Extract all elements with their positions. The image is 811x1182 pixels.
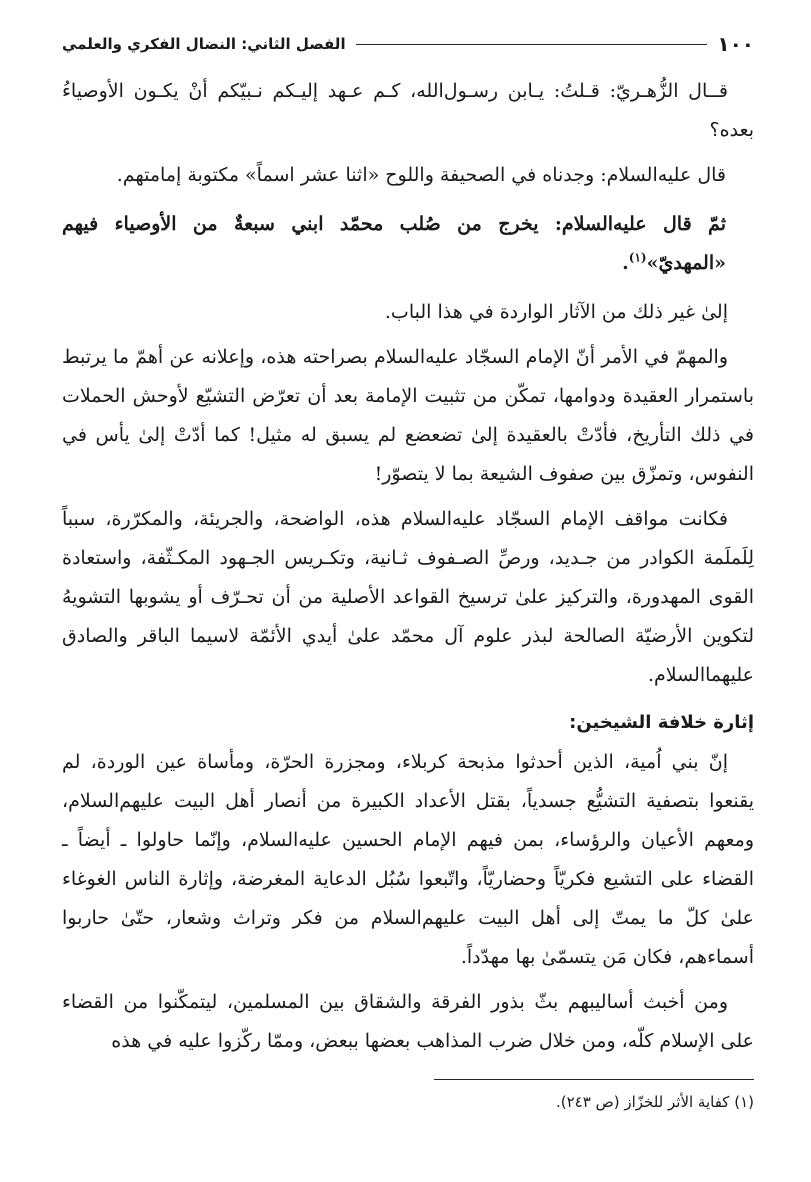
paragraph-other-narrations: إلىٰ غير ذلك من الآثار الواردة في هذا الباب. — [384, 301, 728, 323]
paragraph-bani-umayya: إنّ بني اُمية، الذين أحدثوا مذبحة كربلاء، ومجزرة الحرّة، ومأساة عين الوردة، لم يقنعوا بتصفية التشيُّع جسدياً، بقتل الأعداد الكبيرة من أنصار أهل البيت عليهم‌السلام، ومعهم الأعيان والرؤساء، بمن فيهم الإمام الحسين عليه‌السلام، وإنّما حاولوا ـ أيضاً ـ القضاء على التشيع فكريّاً وحضاريّاً، واتّبعوا سُبُل الدعاية المغرضة، وإثارة الناس الغوغاء علىٰ كلّ ما يمتّ إلى أهل البيت عليهم‌السلام من فكر وتراث وشعار، حتّىٰ حاربوا أسماءهم، فكان مَن يتسمّىٰ بها مهدّداً. — [62, 751, 754, 968]
footnote-reference[interactable]: (١) — [628, 250, 647, 265]
quote-seven-successors-text: ثمّ قال عليه‌السلام: يخرج من صُلب محمّد ابني سبعةٌ من الأوصياء فيهم «المهديّ» — [62, 213, 726, 274]
book-page — [62, 24, 754, 1114]
header-rule — [356, 44, 708, 45]
main-text — [62, 72, 754, 1061]
section-heading: إثارة خلافة الشيخين: — [569, 712, 754, 733]
chapter-title: الفصل الثاني: النضال الفكري والعلمي — [62, 35, 346, 53]
quote-end-mark: . — [622, 252, 629, 274]
footnote-separator — [434, 1079, 754, 1080]
page-number: ١٠٠ — [717, 32, 754, 56]
paragraph-division: ومن أخبث أساليبهم بثّ بذور الفرقة والشقاق بين المسلمين، ليتمكّنوا من القضاء على الإسلام كلّه، ومن خلال ضرب المذاهب بعضها ببعض، وممّا ركّزوا عليه في هذه — [62, 991, 754, 1052]
paragraph-positions: فكانت مواقف الإمام السجّاد عليه‌السلام هذه، الواضحة، والجريئة، والمكرّرة، سبباً لِلَملَمة الكوادر من جـديد، ورصِّ الصـفوف ثـانية، وتكـريس الجـهود المكـثّفة، واستعادة القوى المهدورة، والتركيز علىٰ ترسيخ القواعد الأصلية من أن تحـرّف أو يشوبها التشويهُ لتكوين الأرضيّة الصالحة لبذر علوم آل محمّد علىٰ أيدي الأئمّة لاسيما الباقر والصادق عليهما‌السلام. — [62, 508, 754, 686]
running-header — [62, 24, 754, 64]
paragraph-zuhri-question: قــال الزُّهـريّ: قـلتُ: يـابن رسـول‌الله، كـم عـهد إليـكم نـبيّكم أنْ يكـون الأوصياءُ بعده؟ — [62, 80, 754, 141]
quote-twelve-names: قال عليه‌السلام: وجدناه في الصحيفة واللوح «اثنا عشر اسماً» مكتوبة إمامتهم. — [116, 164, 726, 186]
quote-seven-successors — [62, 205, 754, 283]
footnote: (١) كفاية الأثر للخزّاز (ص ٢٤٣). — [556, 1093, 754, 1111]
paragraph-importance: والمهمّ في الأمر أنّ الإمام السجّاد عليه‌السلام بصراحته هذه، وإعلانه عن أهمّ ما يرتبط باستمرار العقيدة ودوامها، تمكّن من تثبيت الإمامة بعد أن تعرّض التشيّع لأوحش الحملات في ذلك التأريخ، فأدّتْ بالعقيدة إلىٰ تضعضع لم يسبق له مثيل! كما أدّتْ إلىٰ يأس في النفوس، وتمزّق بين صفوف الشيعة بما لا يتصوّر! — [62, 346, 754, 485]
